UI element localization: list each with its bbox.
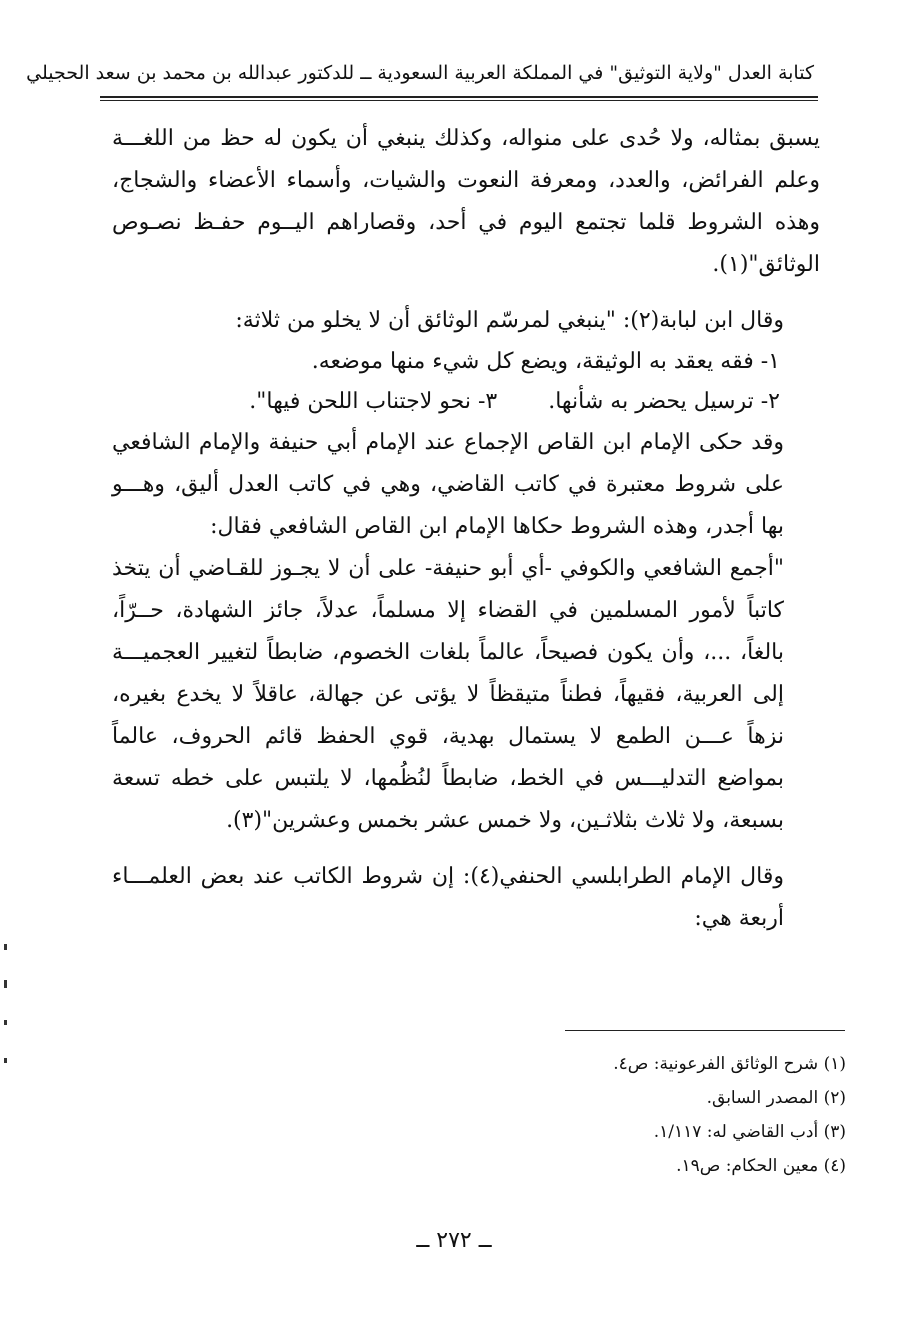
footnote-2: (٢) المصدر السابق. (706, 1088, 846, 1108)
paragraph-4-quote: "أجمع الشافعي والكوفي -أي أبو حنيفة- على أن لا يجـوز للقـاضي أن يتخذ كاتباً لأمور المسلمين في القضاء إلا مسلماً، عدلاً، جائز الشهادة، حــرّاً، بالغاً، ...، وأن يكون فصيحاً، عالماً بلغات الخصوم، ضابطاً لتغيير العجميـــة إلى العربية، فقيهاً، فطناً متيقظاً لا يؤتى عن جهالة، عاقلاً لا يخدع بغيره، نزهاً عـــن الطمع لا يستمال بهدية، قوي الحفظ قائم الحروف، عالماً بمواضع التدليـــس في الخط، ضابطاً لنُظُمها، لا يلتبس على خطه تسعة بسبعة، ولا ثلاث بثلاثـين، ولا خمس عشر بخمس وعشرين"(٣). (112, 556, 784, 833)
page-number: ــ ٢٧٢ ــ (416, 1228, 492, 1253)
header-rule-thin (100, 100, 818, 101)
footnote-3: (٣) أدب القاضي له: ١/١١٧. (653, 1122, 846, 1142)
paragraph-2: وقال ابن لبابة(٢): "ينبغي لمرسّم الوثائق أن لا يخلو من ثلاثة: (235, 308, 784, 333)
scan-mark (4, 980, 7, 988)
running-header: كتابة العدل "ولاية التوثيق" في المملكة العربية السعودية ــ للدكتور عبدالله بن محمد بن سعد الحجيلي (26, 62, 814, 84)
footnotes (520, 1047, 846, 1183)
list-item-3: ٣- نحو لاجتناب اللحن فيها". (249, 389, 498, 414)
footnote-4: (٤) معين الحكام: ص١٩. (676, 1156, 846, 1176)
header-rule-thick (100, 96, 818, 98)
scan-mark (4, 944, 7, 950)
footnote-1: (١) شرح الوثائق الفرعونية: ص٤. (613, 1054, 846, 1074)
list-item-2: ٢- ترسيل يحضر به شأنها. (548, 389, 780, 414)
paragraph-5: وقال الإمام الطرابلسي الحنفي(٤): إن شروط الكاتب عند بعض العلمـــاء أربعة هي: (112, 864, 785, 931)
scan-mark (4, 1058, 7, 1063)
list-item-1: ١- فقه يعقد به الوثيقة، ويضع كل شيء منها موضعه. (311, 349, 780, 374)
main-text (112, 118, 820, 940)
paragraph-1: يسبق بمثاله، ولا حُدى على منواله، وكذلك ينبغي أن يكون له حظ من اللغـــة وعلم الفرائض، والعدد، ومعرفة النعوت والشيات، وأسماء الأعضاء والشجاج، وهذه الشروط قلما تجتمع اليوم في أحد، وقصاراهم اليــوم حفـظ نصـوص الوثائق"(١). (112, 126, 820, 277)
paragraph-3: وقد حكى الإمام ابن القاص الإجماع عند الإمام أبي حنيفة والإمام الشافعي على شروط معتبرة في كاتب القاضي، وهي في كاتب العدل أليق، وهـــو بها أجدر، وهذه الشروط حكاها الإمام ابن القاص الشافعي فقال: (112, 430, 784, 539)
list-item-2-3 (112, 382, 820, 422)
footnote-rule (565, 1030, 845, 1031)
scan-mark (4, 1020, 7, 1025)
